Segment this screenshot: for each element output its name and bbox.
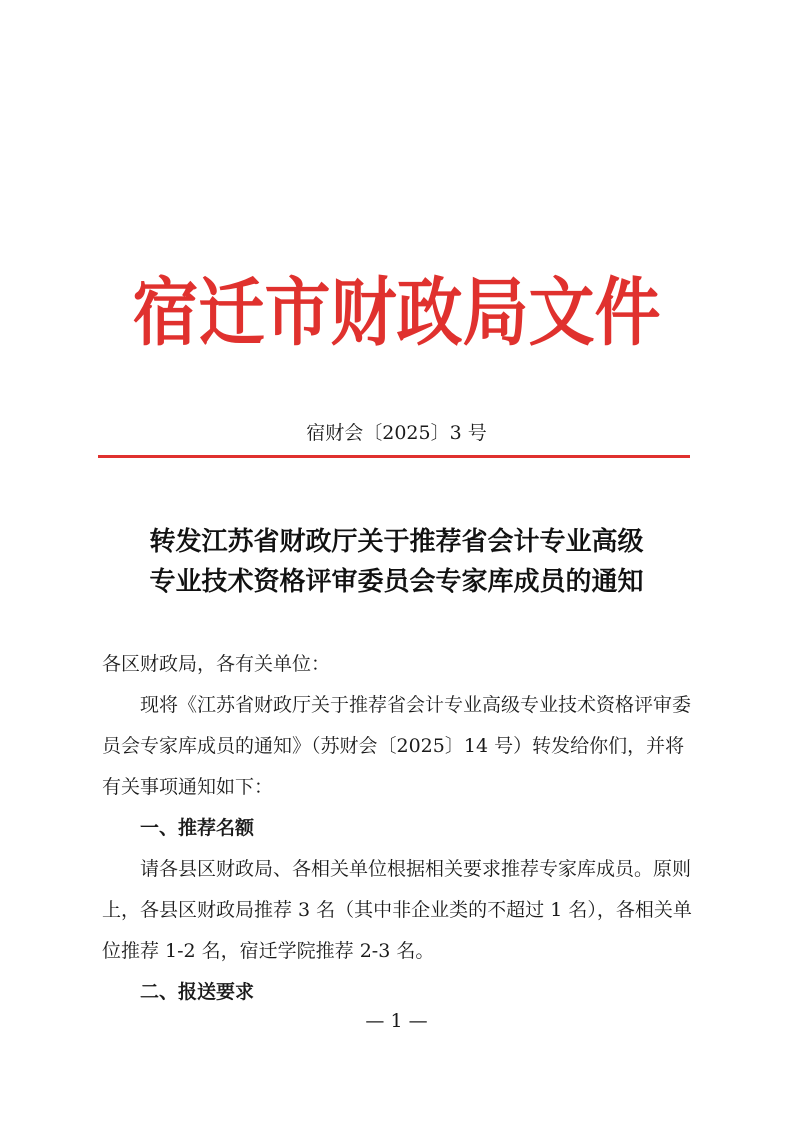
document-title-line-2: 专业技术资格评审委员会专家库成员的通知 [149, 567, 644, 597]
intro-paragraph: 现将《江苏省财政厅关于推荐省会计专业高级专业技术资格评审委员会专家库成员的通知》（苏财会〔2025〕14 号）转发给你们，并将有关事项通知如下： [102, 694, 692, 798]
document-number: 宿财会〔2025〕3 号 [306, 422, 487, 444]
addressee: 各区财政局，各有关单位： [102, 653, 331, 675]
document-body [102, 644, 696, 1013]
section-1-paragraph: 请各县区财政局、各相关单位根据相关要求推荐专家库成员。原则上，各县区财政局推荐 3 名（其中非企业类的不超过 1 名），各相关单位推荐 1-2 名，宿迁学院推荐 2-3 名。 [102, 858, 692, 962]
document-title [100, 522, 693, 602]
section-1-heading: 一、推荐名额 [140, 817, 255, 839]
red-separator-line [98, 455, 690, 458]
document-title-line-1: 转发江苏省财政厅关于推荐省会计专业高级 [149, 527, 644, 557]
issuing-authority-header: 宿迁市财政局文件 [132, 268, 661, 356]
section-2-heading: 二、报送要求 [140, 981, 255, 1003]
page-number: — 1 — [365, 1010, 428, 1032]
